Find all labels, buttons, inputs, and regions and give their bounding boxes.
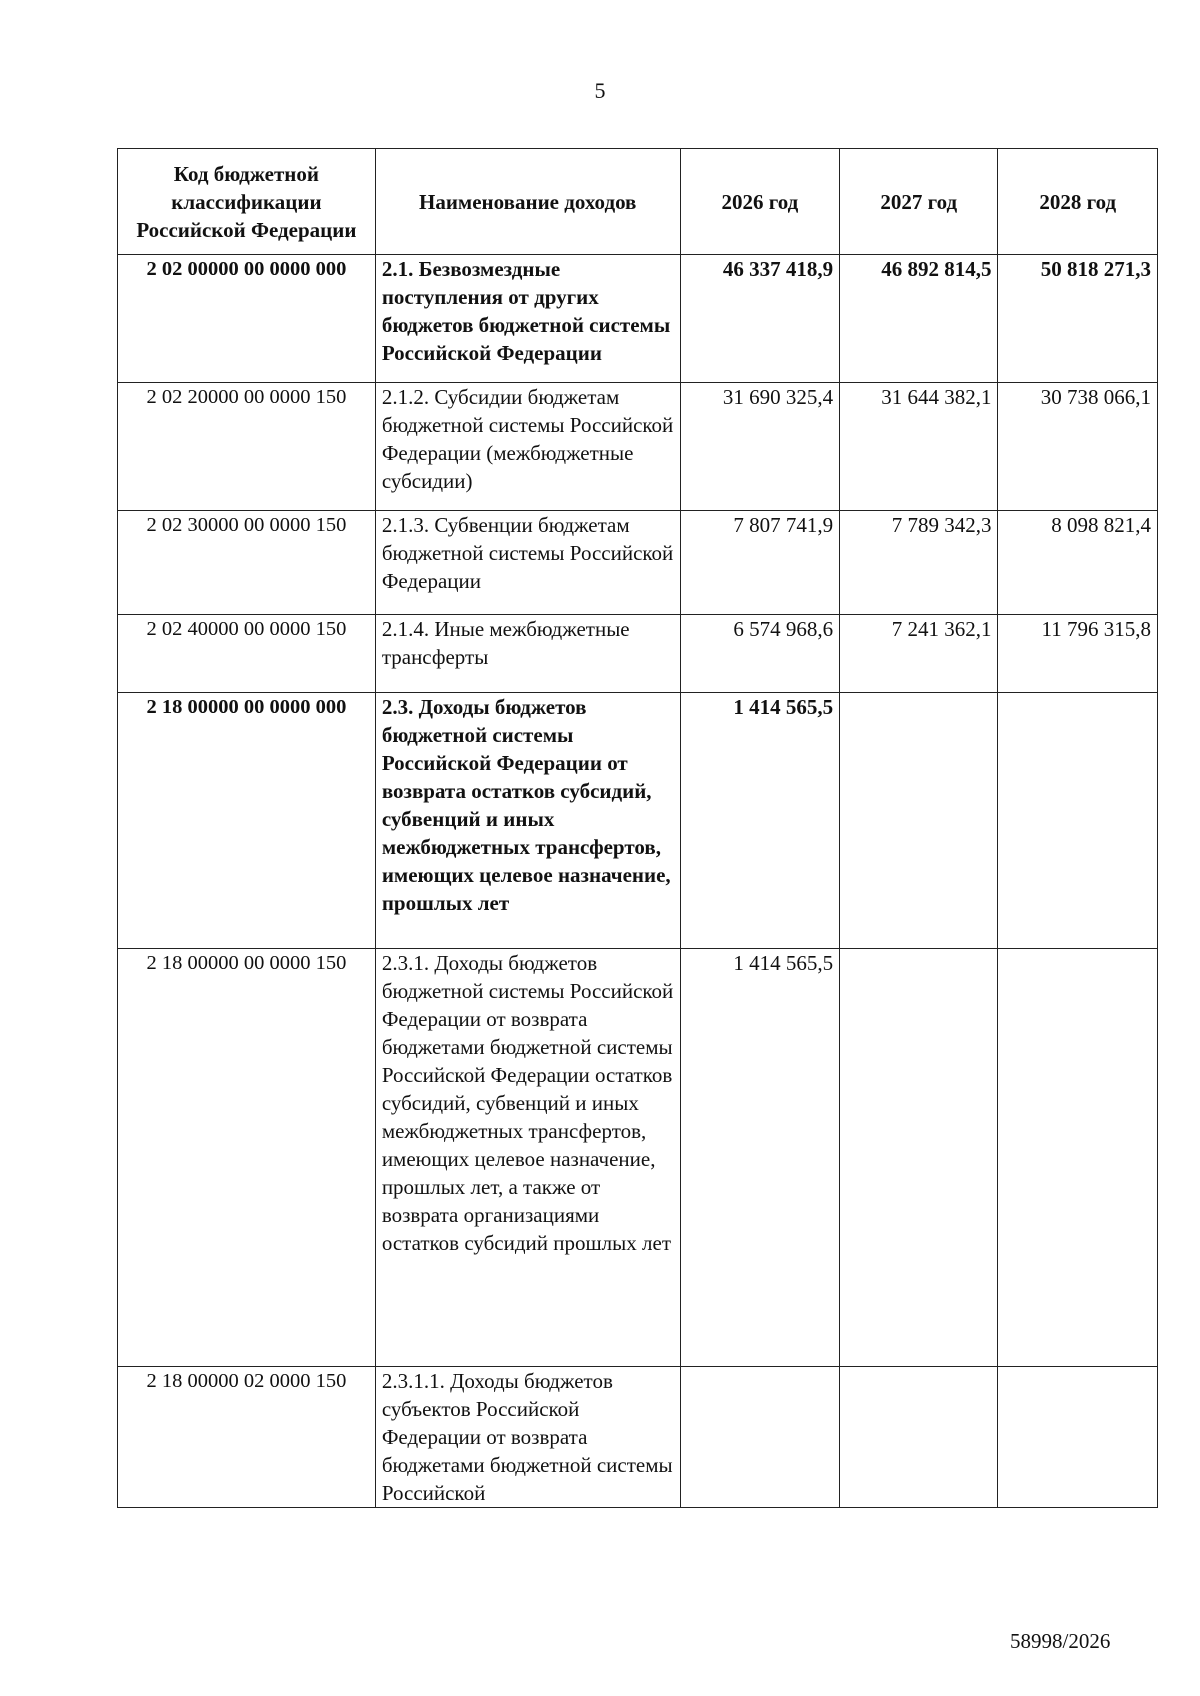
row-value-2028: 50 818 271,3 (998, 255, 1158, 383)
header-2028: 2028 год (998, 149, 1158, 255)
row-value-2028 (998, 1367, 1158, 1508)
row-name: 2.1. Безвозмездные поступления от других бюджетов бюджетной системы Российской Федерации (375, 255, 680, 383)
row-value-2028 (998, 693, 1158, 949)
row-value-2026: 1 414 565,5 (680, 949, 839, 1367)
table-row (118, 949, 1158, 1367)
table-header-row (118, 149, 1158, 255)
row-value-2026 (680, 1367, 839, 1508)
row-name: 2.3.1.1. Доходы бюджетов субъектов Российской Федерации от возврата бюджетами бюджетной системы Российской (375, 1367, 680, 1508)
table-row (118, 383, 1158, 511)
row-value-2026: 7 807 741,9 (680, 511, 839, 615)
header-2027: 2027 год (840, 149, 998, 255)
row-name: 2.1.4. Иные межбюджетные трансферты (375, 615, 680, 693)
table-row (118, 255, 1158, 383)
row-value-2026: 1 414 565,5 (680, 693, 839, 949)
header-2026: 2026 год (680, 149, 839, 255)
row-value-2027: 7 241 362,1 (840, 615, 998, 693)
table-row (118, 511, 1158, 615)
row-value-2027 (840, 693, 998, 949)
row-name: 2.3.1. Доходы бюджетов бюджетной системы Российской Федерации от возврата бюджетами бюджетной системы Российской Федерации остатков субсидий, субвенций и иных межбюджетных трансфертов, имеющих целевое назначение, прошлых лет, а также от возврата организациями остатков субсидий прошлых лет (375, 949, 680, 1367)
revenue-table (117, 148, 1158, 1508)
row-value-2026: 46 337 418,9 (680, 255, 839, 383)
row-value-2028 (998, 949, 1158, 1367)
row-code: 2 02 30000 00 0000 150 (118, 511, 376, 615)
row-name: 2.1.3. Субвенции бюджетам бюджетной системы Российской Федерации (375, 511, 680, 615)
row-code: 2 02 40000 00 0000 150 (118, 615, 376, 693)
row-value-2028: 11 796 315,8 (998, 615, 1158, 693)
table-row (118, 1367, 1158, 1508)
row-code: 2 02 20000 00 0000 150 (118, 383, 376, 511)
row-value-2027: 46 892 814,5 (840, 255, 998, 383)
row-value-2027 (840, 1367, 998, 1508)
row-value-2028: 8 098 821,4 (998, 511, 1158, 615)
page-number: 5 (594, 78, 606, 103)
row-value-2027 (840, 949, 998, 1367)
row-value-2026: 6 574 968,6 (680, 615, 839, 693)
row-value-2028: 30 738 066,1 (998, 383, 1158, 511)
row-value-2026: 31 690 325,4 (680, 383, 839, 511)
header-code: Код бюджетной классификации Российской Федерации (118, 149, 376, 255)
row-code: 2 18 00000 00 0000 000 (118, 693, 376, 949)
header-name: Наименование доходов (375, 149, 680, 255)
row-name: 2.3. Доходы бюджетов бюджетной системы Российской Федерации от возврата остатков субсидий, субвенций и иных межбюджетных трансфертов, имеющих целевое назначение, прошлых лет (375, 693, 680, 949)
document-id: 58998/2026 (1010, 1629, 1111, 1653)
row-code: 2 18 00000 02 0000 150 (118, 1367, 376, 1508)
table-row (118, 693, 1158, 949)
row-code: 2 02 00000 00 0000 000 (118, 255, 376, 383)
row-name: 2.1.2. Субсидии бюджетам бюджетной системы Российской Федерации (межбюджетные субсидии) (375, 383, 680, 511)
table-row (118, 615, 1158, 693)
row-value-2027: 31 644 382,1 (840, 383, 998, 511)
row-code: 2 18 00000 00 0000 150 (118, 949, 376, 1367)
row-value-2027: 7 789 342,3 (840, 511, 998, 615)
